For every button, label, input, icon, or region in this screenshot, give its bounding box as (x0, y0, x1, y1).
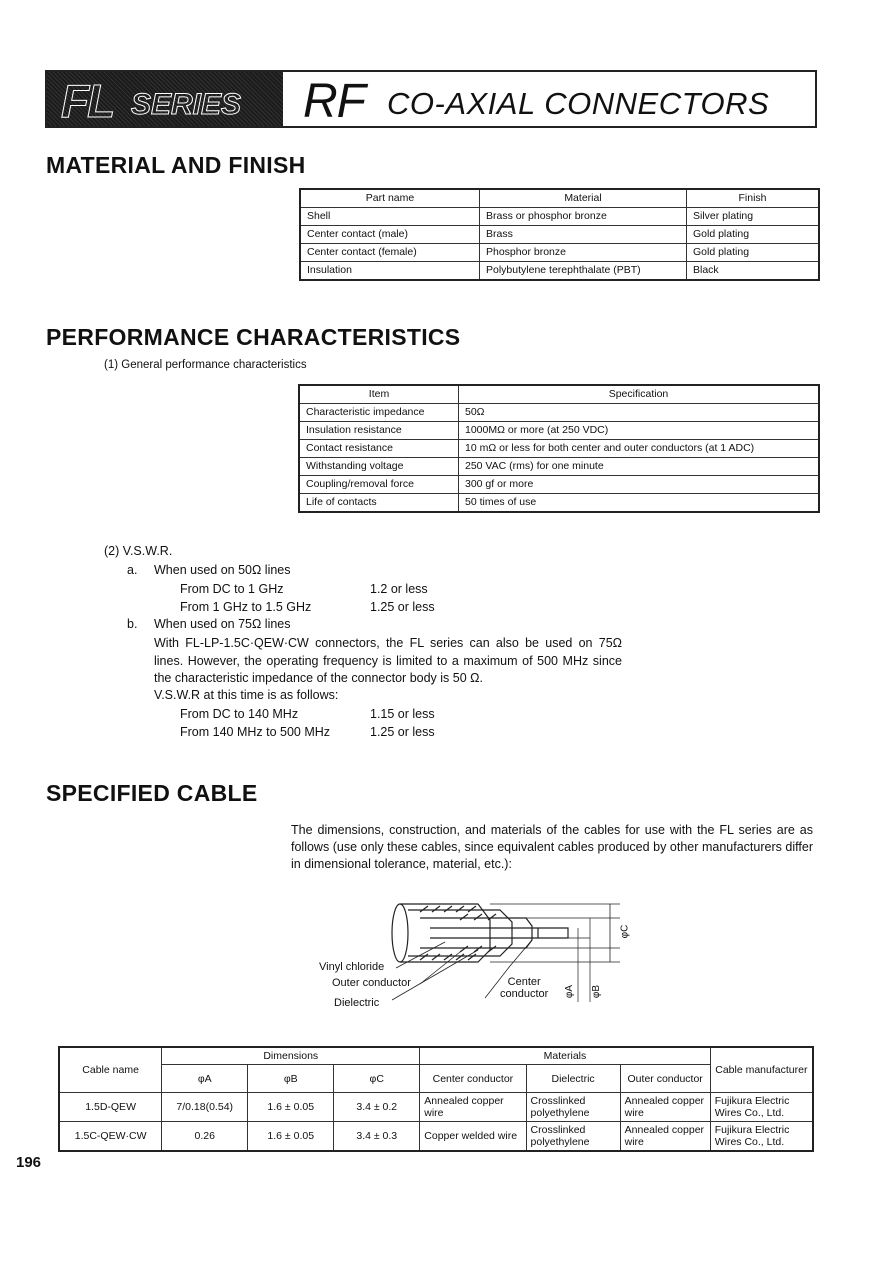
col-cable-name: Cable name (59, 1047, 162, 1093)
cell: 10 mΩ or less for both center and outer conductors (at 1 ADC) (459, 440, 820, 458)
cell: Black (687, 262, 820, 281)
cell: Phosphor bronze (480, 244, 687, 262)
cable-intro: The dimensions, construction, and materials of the cables for use with the FL series are as follows (use only these cables, since equivalent cables produced by other manufacturers differ in dimensional tolerance, material, etc.): (291, 823, 813, 871)
cell: Annealed copper wire (420, 1093, 526, 1122)
cell: Silver plating (687, 208, 820, 226)
label-vinyl-chloride: Vinyl chloride (319, 961, 385, 973)
vswr-b-text: When used on 75Ω lines (154, 617, 291, 631)
cell: 1.6 ± 0.05 (248, 1093, 334, 1122)
banner-title: CO-AXIAL CONNECTORS (387, 86, 770, 121)
vswr-a-value-2: 1.25 or less (370, 600, 435, 614)
cell: Shell (300, 208, 480, 226)
material-table (299, 188, 820, 281)
label-phi-a: φA (564, 984, 576, 999)
col-phi-a: φA (162, 1065, 248, 1093)
cell: 1.5C-QEW·CW (59, 1122, 162, 1152)
cell: Crosslinked polyethylene (526, 1122, 620, 1152)
col-dielectric: Dielectric (526, 1065, 620, 1093)
col-material: Material (480, 189, 687, 208)
cell: Brass or phosphor bronze (480, 208, 687, 226)
table-row (299, 494, 819, 513)
vswr-b-range-1: From DC to 140 MHz (180, 707, 299, 721)
cell: Insulation resistance (299, 422, 459, 440)
col-center-conductor: Center conductor (420, 1065, 526, 1093)
cell: Contact resistance (299, 440, 459, 458)
cell: Annealed copper wire (620, 1093, 710, 1122)
vswr-a-label: a. (127, 563, 138, 577)
cell: Life of contacts (299, 494, 459, 513)
cell: 7/0.18(0.54) (162, 1093, 248, 1122)
col-phi-b: φB (248, 1065, 334, 1093)
label-outer-conductor: Outer conductor (332, 977, 411, 989)
cell: 250 VAC (rms) for one minute (459, 458, 820, 476)
performance-table (298, 384, 820, 513)
cell: Center contact (female) (300, 244, 480, 262)
col-phi-c: φC (334, 1065, 420, 1093)
cell: 300 gf or more (459, 476, 820, 494)
performance-heading: PERFORMANCE CHARACTERISTICS (46, 324, 461, 350)
col-part-name: Part name (300, 189, 480, 208)
vswr-b-range-2: From 140 MHz to 500 MHz (180, 725, 331, 739)
cell: 1000MΩ or more (at 250 VDC) (459, 422, 820, 440)
table-row (299, 458, 819, 476)
col-cable-manufacturer: Cable manufacturer (710, 1047, 813, 1093)
cell: Polybutylene terephthalate (PBT) (480, 262, 687, 281)
col-outer-conductor: Outer conductor (620, 1065, 710, 1093)
cell: Gold plating (687, 226, 820, 244)
rf-label: RF (303, 75, 365, 128)
cell: 3.4 ± 0.2 (334, 1093, 420, 1122)
cell: 1.5D-QEW (59, 1093, 162, 1122)
table-header-row (300, 189, 819, 208)
table-row (299, 422, 819, 440)
table-header-row (299, 385, 819, 404)
cable-table (58, 1046, 814, 1152)
cell: Characteristic impedance (299, 404, 459, 422)
table-header-row (59, 1047, 813, 1065)
cell: Center contact (male) (300, 226, 480, 244)
col-item: Item (299, 385, 459, 404)
vswr-b-paragraph: With FL-LP-1.5C·QEW·CW connectors, the FL series can also be used on 75Ω lines. However, the operating frequency is limited to a maximum of 500 MHz since the characteristic impedance of the connector body is 50 Ω. (154, 636, 622, 685)
cell: Annealed copper wire (620, 1122, 710, 1152)
label-phi-b: φB (591, 984, 603, 999)
cell: 0.26 (162, 1122, 248, 1152)
vswr-a-text: When used on 50Ω lines (154, 563, 291, 577)
vswr-b-value-2: 1.25 or less (370, 725, 435, 739)
col-finish: Finish (687, 189, 820, 208)
series-banner (45, 70, 817, 128)
table-row (59, 1122, 813, 1152)
vswr-a-value-1: 1.2 or less (370, 582, 428, 596)
cell: Crosslinked polyethylene (526, 1093, 620, 1122)
cell: Brass (480, 226, 687, 244)
material-heading: MATERIAL AND FINISH (46, 152, 306, 178)
vswr-a-range-1: From DC to 1 GHz (180, 582, 284, 596)
series-fl: FL (61, 75, 114, 127)
cell: Withstanding voltage (299, 458, 459, 476)
table-subheader-row (59, 1065, 813, 1093)
vswr-a-range-2: From 1 GHz to 1.5 GHz (180, 600, 312, 614)
general-performance-label: (1) General performance characteristics (104, 359, 307, 371)
col-specification: Specification (459, 385, 820, 404)
cable-heading: SPECIFIED CABLE (46, 780, 258, 806)
vswr-b-label: b. (127, 617, 138, 631)
col-materials: Materials (420, 1047, 710, 1065)
vswr-title: (2) V.S.W.R. (104, 544, 173, 558)
cell: Insulation (300, 262, 480, 281)
cell: Fujikura Electric Wires Co., Ltd. (710, 1093, 813, 1122)
table-row (299, 440, 819, 458)
vswr-b-line: V.S.W.R at this time is as follows: (154, 688, 339, 702)
vswr-b-value-1: 1.15 or less (370, 707, 435, 721)
col-dimensions: Dimensions (162, 1047, 420, 1065)
series-word: SERIES (131, 88, 242, 121)
label-center-conductor: Center conductor (500, 976, 549, 1000)
table-row (300, 262, 819, 281)
cell: Coupling/removal force (299, 476, 459, 494)
label-dielectric: Dielectric (334, 997, 380, 1009)
cell: Gold plating (687, 244, 820, 262)
table-row (300, 244, 819, 262)
cell: Fujikura Electric Wires Co., Ltd. (710, 1122, 813, 1152)
table-row (59, 1093, 813, 1122)
cell: 1.6 ± 0.05 (248, 1122, 334, 1152)
table-row (300, 226, 819, 244)
table-row (299, 476, 819, 494)
table-row (300, 208, 819, 226)
label-phi-c: φC (619, 924, 631, 939)
cell: 50 times of use (459, 494, 820, 513)
page-number: 196 (16, 1154, 42, 1171)
table-row (299, 404, 819, 422)
cell: 3.4 ± 0.3 (334, 1122, 420, 1152)
cell: 50Ω (459, 404, 820, 422)
cell: Copper welded wire (420, 1122, 526, 1152)
